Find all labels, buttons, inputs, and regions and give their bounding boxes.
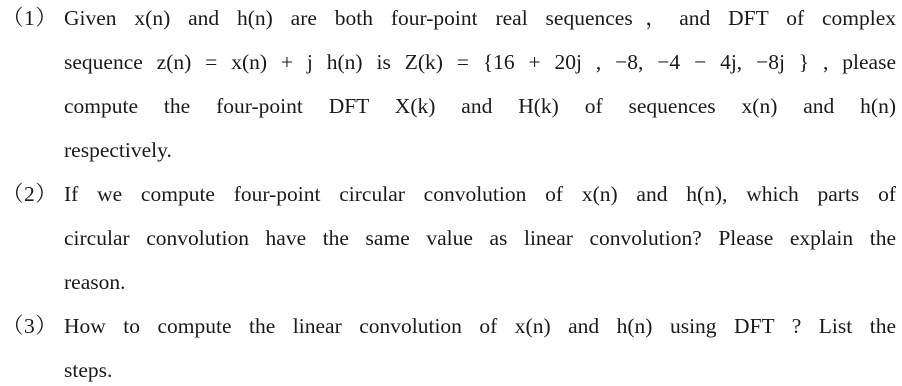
question-number: （1） [2,6,58,30]
question-text-line: reason. [64,270,126,294]
question-number: （3） [2,314,58,338]
question-text-line: compute the four-point DFT X(k) and H(k) of sequences x(n) and h(n) [64,94,896,118]
question-text-line: Given x(n) and h(n) are both four-point real sequences，and DFT of complex [64,6,896,30]
question-text-line: How to compute the linear convolution of x(n) and h(n) using DFT ? List the [64,314,896,338]
question-number: （2） [2,182,58,206]
question-text-line: respectively. [64,138,172,162]
question-text-line: sequence z(n) = x(n) + j h(n) is Z(k) = {16 + 20j , −8, −4 − 4j, −8j } , please [64,50,896,74]
question-text-line: circular convolution have the same value as linear convolution? Please explain the [64,226,896,250]
question-text-line: If we compute four-point circular convolution of x(n) and h(n), which parts of [64,182,896,206]
question-text-line: steps. [64,358,113,382]
